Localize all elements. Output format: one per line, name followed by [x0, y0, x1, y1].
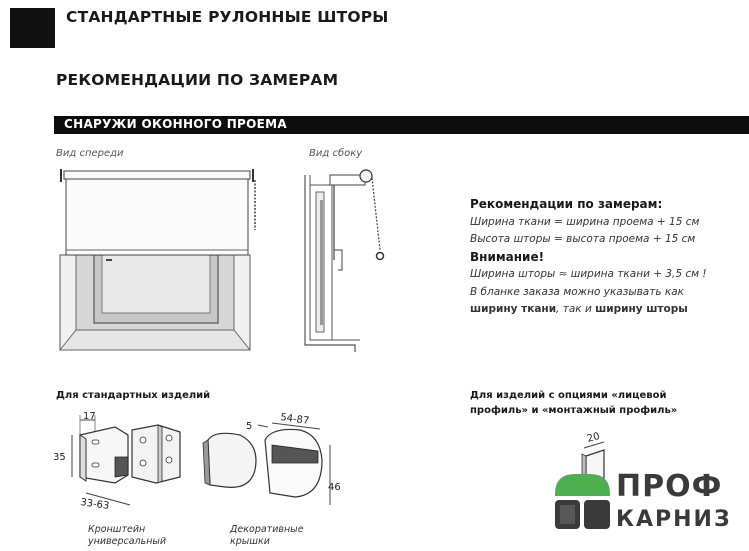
dim-46: 46	[328, 482, 341, 493]
fabric-width-term: ширину ткани	[470, 303, 557, 315]
recommendation-blind-height: Высота шторы = высота проема + 15 см	[470, 233, 696, 245]
corner-black-square	[10, 8, 55, 48]
blind-width-term: ширину шторы	[595, 303, 688, 315]
options-title-line1: Для изделий с опциями «лицевой	[470, 390, 667, 401]
order-form-note: В бланке заказа можно указывать как	[470, 285, 684, 298]
caps-caption-line1: Декоративные	[230, 524, 304, 535]
dim-35: 35	[53, 452, 66, 463]
recommendation-fabric-width: Ширина ткани = ширина проема + 15 см	[470, 215, 700, 228]
front-view-drawing	[50, 160, 270, 360]
logo-text-line1: ПРОФ	[616, 469, 723, 504]
section-band-label: СНАРУЖИ ОКОННОГО ПРОЕМА	[64, 117, 287, 131]
dim-20: 20	[585, 430, 602, 445]
caps-caption-line2: крышки	[230, 536, 270, 547]
brackets-drawing	[50, 405, 350, 525]
dim-5: 5	[246, 421, 253, 432]
standard-products-title: Для стандартных изделий	[56, 390, 211, 401]
bracket-caption	[88, 524, 166, 548]
dim-54-87: 54-87	[279, 412, 310, 428]
logo-text-line2: КАРНИЗ	[616, 507, 732, 532]
options-title-line2: профиль» и «монтажный профиль»	[470, 405, 678, 416]
options-products-title	[470, 388, 677, 418]
bracket-caption-line1: Кронштейн	[88, 524, 146, 535]
section-title: РЕКОМЕНДАЦИИ ПО ЗАМЕРАМ	[56, 71, 339, 89]
order-form-options	[470, 301, 745, 319]
so-and-text: , так и	[556, 303, 596, 315]
logo-mark	[555, 474, 610, 529]
front-view-label: Вид спереди	[56, 148, 124, 159]
recommendations-block	[470, 196, 745, 319]
dim-17: 17	[83, 411, 96, 422]
side-view-drawing	[300, 160, 400, 360]
side-view-label: Вид сбоку	[309, 148, 363, 159]
warning-heading: Внимание!	[470, 249, 545, 264]
caps-caption	[230, 524, 304, 548]
document-title: СТАНДАРТНЫЕ РУЛОННЫЕ ШТОРЫ	[66, 8, 389, 26]
recommendations-heading: Рекомендации по замерам:	[470, 197, 663, 211]
bracket-caption-line2: универсальный	[88, 536, 167, 547]
warning-blind-width: Ширина шторы ≈ ширина ткани + 3,5 см !	[470, 268, 707, 280]
dim-33-63: 33-63	[79, 497, 110, 513]
